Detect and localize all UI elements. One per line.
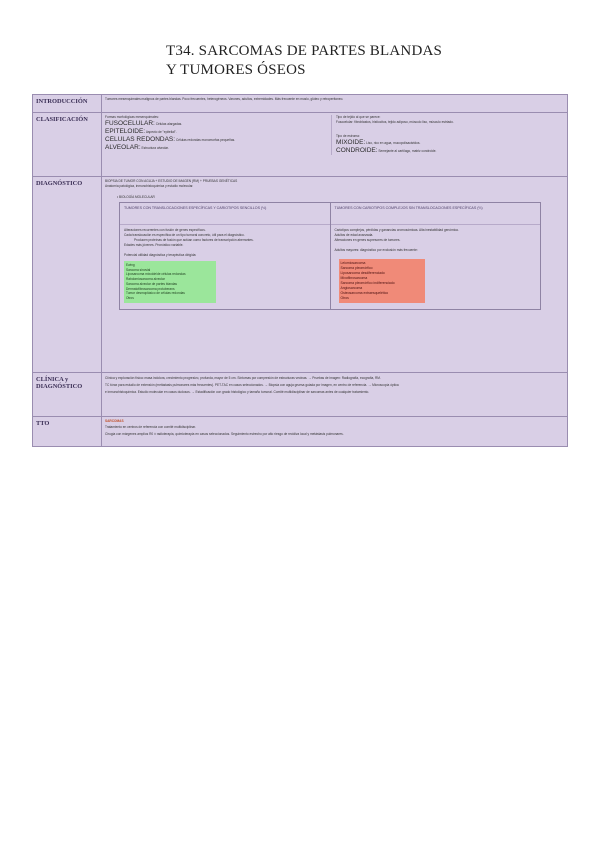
- tto-line: Cirugía con márgenes amplios R0 ± radioterapia, quimioterapia en casos seleccionados. Seguimiento estrecho por alto riesgo de recidiva local y metástasis pulmonares.: [105, 432, 344, 436]
- clasificacion-right-line: Fusocelular: fibroblastos, histiocitos, tejido adiposo, músculo liso, músculo estriado.: [336, 120, 454, 124]
- list-item: Liposarcoma mixoide/de células redondas: [126, 272, 186, 277]
- title-line-2: Y TUMORES ÓSEOS: [166, 62, 306, 78]
- col-simple-line: Alteraciones recurrentes con fusión de genes específicos.: [124, 228, 206, 232]
- summary-table: [32, 94, 568, 447]
- clasificacion-item: MIXOIDE: Liso, rico en agua, mucopolisacáridos.: [336, 139, 421, 146]
- col-simple-line: Edades más jóvenes. Pronóstico variable.: [124, 243, 184, 247]
- clinica-line: e inmunohistoquímica. Estudio molecular en casos dudosos. → Estadificación con grado histológico y tamaño tumoral. Comité multidisciplinar de sarcomas antes de cualquier tratamiento.: [105, 390, 370, 394]
- clasificacion-intro: Formas morfológicas mesenquimales:: [105, 115, 159, 119]
- col-simple-line: Cada translocación es específica de un tipo tumoral concreto, útil para el diagnóstico.: [124, 233, 245, 237]
- clasificacion-item: EPITELOIDE: Aspecto de "epitelial".: [105, 128, 177, 135]
- col-simple-head: TUMORES CON TRANSLOCACIONES ESPECÍFICAS Y CARIOTIPOS SENCILLOS (⅓): [120, 203, 330, 225]
- row-tto: [33, 417, 568, 447]
- diagnostico-label: DIAGNÓSTICO: [33, 177, 102, 373]
- diagnostico-line-1: BIOPSIA DE TUMOR CON AGUJA + ESTUDIO DE IMAGEN (RM) + PRUEBAS GENÉTICAS: [105, 179, 238, 183]
- list-item: Liposarcoma desdiferenciado: [340, 271, 385, 275]
- row-clasificacion: [33, 113, 568, 177]
- list-item: Osteosarcoma extraesquelético: [340, 291, 389, 295]
- clinica-line: TC tórax para estudio de extensión (metástasis pulmonares más frecuentes). PET-TAC en casos seleccionados. → Biopsia con aguja gruesa guiada por imagen, en centro de referencia. → Microscopía óptica: [105, 383, 399, 387]
- clasificacion-right-subhead: Tipo de estroma:: [336, 134, 360, 138]
- simple-tumor-list: [124, 261, 216, 303]
- molecular-col-complex: [330, 203, 541, 309]
- list-item: Ewing: [126, 263, 135, 267]
- row-intro: [33, 95, 568, 113]
- clasificacion-content: [102, 113, 568, 177]
- clasificacion-label: CLASIFICACIÓN: [33, 113, 102, 177]
- row-clinica: [33, 373, 568, 417]
- list-item: Sarcoma pleomórfico indiferenciado: [340, 281, 395, 285]
- list-item: Mixofibrosarcoma: [340, 276, 368, 280]
- title-line-1: T34. SARCOMAS DE PARTES BLANDAS: [166, 43, 443, 59]
- complex-tumor-list: [339, 259, 425, 303]
- row-diagnostico: [33, 177, 568, 373]
- list-item: Sarcoma alveolar de partes blandas: [126, 281, 178, 286]
- list-item: Otros: [340, 296, 349, 300]
- clasificacion-left: [105, 115, 331, 155]
- col-simple-line: Potencial utilidad diagnóstica y terapéutica dirigida:: [124, 253, 197, 257]
- intro-text: [102, 95, 568, 113]
- clasificacion-item: ALVEOLAR: Estructura alveolar.: [105, 144, 169, 151]
- clasificacion-item: CONDROIDE: Semejante al cartílago, matriz condroide.: [336, 147, 437, 154]
- col-simple-line: Producen proteínas de fusión que actúan como factores de transcripción aberrantes.: [134, 238, 254, 242]
- clasificacion-item: FUSOCELULAR: Células alargadas.: [105, 120, 183, 127]
- list-item: Otros: [126, 295, 134, 300]
- list-item: Sarcoma pleomórfico: [340, 266, 373, 270]
- clasificacion-right-line: Tipo de tejido al que se parece:: [336, 115, 381, 119]
- tto-label: TTO: [33, 417, 102, 447]
- clasificacion-right: [331, 115, 564, 155]
- molecular-table: [119, 202, 541, 310]
- col-complex-line: Adultos mayores: diagnóstico por exclusión más frecuente:: [334, 248, 418, 252]
- molecular-col-simple: [120, 203, 330, 309]
- col-complex-line: Adultos de edad avanzada.: [334, 233, 374, 237]
- clinica-line: Clínica y exploración física: masa indolora, crecimiento progresivo, profunda, mayor de 5 cm. Síntomas por compresión de estructuras vecinas. → Pruebas de imagen: Radiografía, ecografía, RM.: [105, 376, 381, 380]
- col-complex-line: Alteraciones en genes supresores de tumores.: [334, 238, 401, 242]
- clinica-content: [102, 373, 568, 417]
- list-item: Rabdomiosarcoma alveolar: [126, 277, 165, 282]
- col-complex-line: Cariotipos complejos, pérdidas y ganancias cromosómicas. Alta inestabilidad genómica.: [334, 228, 459, 232]
- intro-desc: Tumores mesenquimales malignos de partes blandas. Poco frecuentes, heterogéneos. Varones, adultos, extremidades. Más frecuente en muslo, glúteo y retroperitoneo.: [105, 97, 344, 101]
- clinica-label: CLÍNICA y DIAGNÓSTICO: [33, 373, 102, 417]
- tto-line: Tratamiento en centros de referencia con comité multidisciplinar.: [105, 425, 196, 429]
- tto-content: [102, 417, 568, 447]
- list-item: Sarcoma sinovial: [126, 267, 151, 272]
- tto-head: SARCOMAS: [105, 419, 124, 423]
- list-item: Leiomiosarcoma: [340, 261, 366, 265]
- diagnostico-content: [102, 177, 568, 373]
- col-complex-head: TUMORES CON CARIOTIPOS COMPLEJOS SIN TRANSLOCACIONES ESPECÍFICAS (⅔): [331, 203, 541, 225]
- diagnostico-bullet: • BIOLOGÍA MOLECULAR: [117, 195, 155, 199]
- clasificacion-item: CÉLULAS REDONDAS: Células redondas monomorfas pequeñas.: [105, 136, 236, 143]
- list-item: Angiosarcoma: [340, 286, 363, 290]
- diagnostico-line-2: Anatomía patológica, inmunohistoquímica y estudio molecular.: [105, 184, 194, 188]
- list-item: Dermatofibrosarcoma protuberans: [126, 286, 175, 291]
- list-item: Tumor desmoplásico de células redondas: [126, 291, 185, 296]
- intro-label: INTRODUCCIÓN: [33, 95, 102, 113]
- document-title: [166, 42, 442, 80]
